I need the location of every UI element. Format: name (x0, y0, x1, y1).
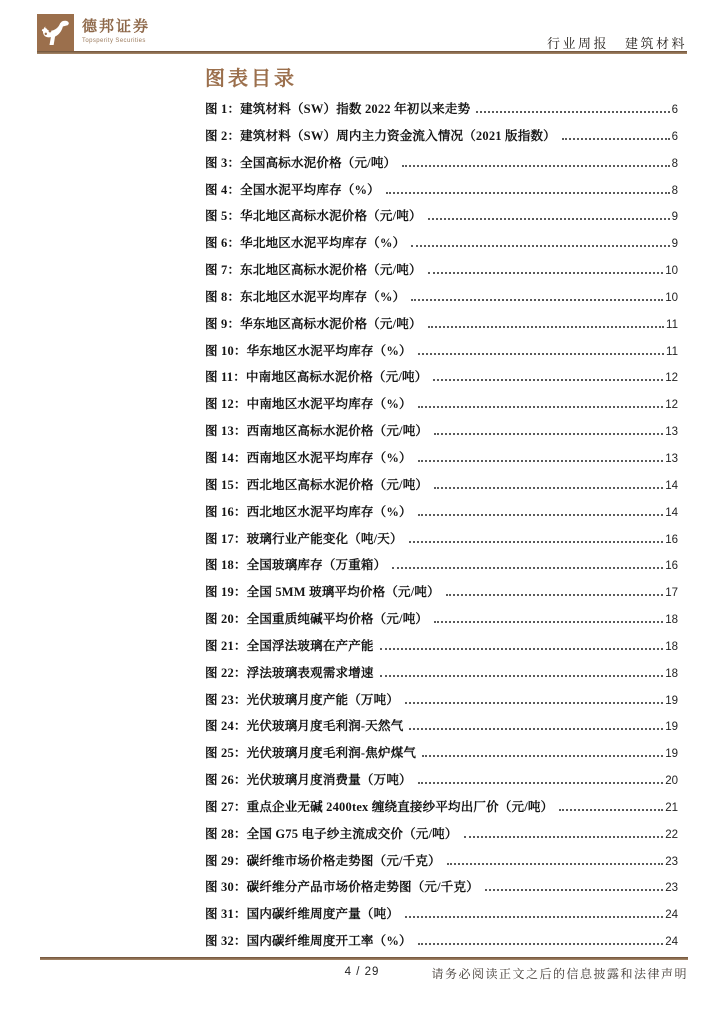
toc-item[interactable] (205, 690, 678, 717)
toc-item[interactable] (205, 314, 678, 341)
toc-item[interactable] (205, 341, 678, 368)
toc-dot-leader (380, 648, 664, 650)
toc-page-number: 19 (665, 694, 678, 707)
toc-dot-leader (405, 702, 663, 704)
toc-item[interactable] (205, 636, 678, 663)
toc-item-label: 图 28：全国 G75 电子纱主流成交价（元/吨） (205, 826, 458, 841)
brand-name: 德邦证券 (82, 18, 151, 35)
toc-page-number: 9 (671, 211, 678, 224)
toc-page-number: 10 (665, 265, 678, 278)
footer-page-number: 4 / 29 (344, 966, 380, 978)
toc-dot-leader (562, 138, 670, 140)
toc-dot-leader (476, 111, 669, 113)
toc-item-label: 图 13：西南地区高标水泥价格（元/吨） (205, 424, 429, 439)
toc-dot-leader (428, 272, 664, 274)
toc-dot-leader (409, 541, 664, 543)
toc-item[interactable] (205, 663, 678, 690)
toc-item[interactable] (205, 582, 678, 609)
page-title: 图表目录 (205, 68, 297, 90)
toc-dot-leader (434, 487, 663, 489)
toc-item[interactable] (205, 743, 678, 770)
toc-dot-leader (428, 218, 670, 220)
toc-item[interactable] (205, 394, 678, 421)
toc-item[interactable] (205, 421, 678, 448)
footer-divider (40, 957, 688, 960)
toc-dot-leader (405, 916, 663, 918)
toc-item-label: 图 3：全国高标水泥价格（元/吨） (205, 155, 397, 170)
toc-item-label: 图 18：全国玻璃库存（万重箱） (205, 558, 387, 573)
toc-dot-leader (428, 326, 664, 328)
toc-page-number: 11 (666, 318, 678, 331)
toc-page-number: 17 (665, 587, 678, 600)
toc-page-number: 18 (665, 640, 678, 653)
toc-item-label: 图 1：建筑材料（SW）指数 2022 年初以来走势 (205, 102, 471, 116)
toc-item-label: 图 24：光伏玻璃月度毛利润-天然气 (205, 719, 404, 734)
toc-page-number: 16 (665, 533, 678, 546)
toc-dot-leader (433, 379, 663, 381)
toc-item-label: 图 12：中南地区水泥平均库存（%） (205, 397, 412, 412)
toc-page-number: 6 (671, 104, 678, 116)
toc-item-label: 图 19：全国 5MM 玻璃平均价格（元/吨） (205, 585, 440, 600)
toc-item-label: 图 32：国内碳纤维周度开工率（%） (205, 934, 412, 949)
toc-item-label: 图 2：建筑材料（SW）周内主力资金流入情况（2021 版指数） (205, 128, 556, 143)
toc-page-number: 19 (665, 748, 678, 761)
toc-page-number: 8 (671, 157, 678, 170)
brand-tagline: Topsperity Securities (82, 37, 146, 44)
toc-item[interactable] (205, 180, 678, 207)
toc-item-label: 图 26：光伏玻璃月度消费量（万吨） (205, 773, 412, 788)
toc-page-number: 24 (665, 936, 678, 949)
toc-dot-leader (402, 165, 669, 167)
toc-page-number: 22 (665, 828, 678, 841)
toc-item[interactable] (205, 931, 678, 958)
toc-item-label: 图 9：华东地区高标水泥价格（元/吨） (205, 316, 422, 331)
industry-label: 建筑材料 (624, 36, 687, 51)
toc-page-number: 21 (665, 801, 678, 814)
toc-page-number: 13 (665, 426, 678, 439)
brand-logo (37, 14, 150, 51)
header-divider (37, 51, 687, 54)
toc-item-label: 图 7：东北地区高标水泥价格（元/吨） (205, 263, 422, 278)
toc-item[interactable] (205, 609, 678, 636)
toc-dot-leader (411, 245, 669, 247)
toc-item[interactable] (205, 475, 678, 502)
toc-dot-leader (418, 514, 663, 516)
toc-page-number: 16 (665, 560, 678, 573)
toc-item[interactable] (205, 287, 678, 314)
toc-item[interactable] (205, 99, 678, 126)
toc-item-label: 图 23：光伏玻璃月度产能（万吨） (205, 692, 400, 707)
toc-dot-leader (418, 353, 664, 355)
toc-item-label: 图 17：玻璃行业产能变化（吨/天） (205, 531, 403, 546)
toc-dot-leader (422, 755, 663, 757)
toc-item-label: 图 8：东北地区水泥平均库存（%） (205, 289, 406, 304)
toc-item[interactable] (205, 529, 678, 556)
toc-item-label: 图 10：华东地区水泥平均库存（%） (205, 343, 412, 358)
toc-item[interactable] (205, 448, 678, 475)
toc-item[interactable] (205, 851, 678, 878)
toc-item-label: 图 15：西北地区高标水泥价格（元/吨） (205, 477, 429, 492)
toc-page-number: 19 (665, 721, 678, 734)
toc-dot-leader (434, 621, 663, 623)
report-type-label: 行业周报 (546, 36, 609, 51)
toc-item-label: 图 30：碳纤维分产品市场价格走势图（元/千克） (205, 880, 479, 895)
toc-item-label: 图 25：光伏玻璃月度毛利润-焦炉煤气 (205, 746, 417, 761)
toc-dot-leader (559, 809, 663, 811)
toc-page-number: 9 (671, 238, 678, 251)
toc-dot-leader (434, 433, 663, 435)
toc-dot-leader (418, 782, 663, 784)
toc-dot-leader (447, 863, 663, 865)
toc-item[interactable] (205, 716, 678, 743)
leopard-logo-icon (37, 14, 74, 51)
toc-page-number: 14 (665, 506, 678, 519)
toc-item-label: 图 11：中南地区高标水泥价格（元/吨） (205, 370, 428, 385)
toc-dot-leader (464, 836, 664, 838)
toc-dot-leader (392, 567, 663, 569)
toc-page-number: 6 (671, 130, 678, 143)
toc-item[interactable] (205, 233, 678, 260)
toc-page-number: 18 (665, 614, 678, 627)
toc-dot-leader (485, 889, 663, 891)
toc-dot-leader (380, 675, 664, 677)
toc-item[interactable] (205, 797, 678, 824)
toc-item[interactable] (205, 770, 678, 797)
toc-page-number: 20 (665, 775, 678, 788)
toc-item-label: 图 14：西南地区水泥平均库存（%） (205, 450, 412, 465)
toc-item[interactable] (205, 824, 678, 851)
toc-item[interactable] (205, 904, 678, 931)
toc-item-label: 图 16：西北地区水泥平均库存（%） (205, 504, 412, 519)
toc-item-label: 图 22：浮法玻璃表观需求增速 (205, 665, 374, 680)
toc-item[interactable] (205, 206, 678, 233)
toc-item-label: 图 21：全国浮法玻璃在产产能 (205, 638, 374, 653)
toc-page-number: 10 (665, 291, 678, 304)
toc-item[interactable] (205, 153, 678, 180)
toc-item-label: 图 6：华北地区水泥平均库存（%） (205, 236, 406, 251)
toc-page-number: 13 (665, 452, 678, 465)
toc-item-label: 图 4：全国水泥平均库存（%） (205, 182, 380, 197)
toc-item[interactable] (205, 260, 678, 287)
toc-page-number: 18 (665, 667, 678, 680)
toc-item[interactable] (205, 502, 678, 529)
footer-disclaimer: 请务必阅读正文之后的信息披露和法律声明 (431, 967, 688, 981)
toc-dot-leader (418, 943, 663, 945)
toc-page-number: 12 (665, 372, 678, 385)
toc-page-number: 24 (665, 909, 678, 922)
toc-item-label: 图 29：碳纤维市场价格走势图（元/千克） (205, 853, 441, 868)
toc-page-number: 11 (666, 345, 678, 358)
toc-item[interactable] (205, 555, 678, 582)
toc-page-number: 14 (665, 479, 678, 492)
toc-page-number: 23 (665, 882, 678, 895)
toc-item-label: 图 5：华北地区高标水泥价格（元/吨） (205, 209, 422, 224)
toc-dot-leader (418, 460, 663, 462)
toc-dot-leader (411, 299, 663, 301)
toc-item[interactable] (205, 877, 678, 904)
toc-item-label: 图 31：国内碳纤维周度产量（吨） (205, 907, 400, 922)
toc-page-number: 8 (671, 184, 678, 197)
toc-item-label: 图 27：重点企业无碱 2400tex 缠绕直接纱平均出厂价（元/吨） (205, 799, 554, 814)
toc-dot-leader (409, 728, 663, 730)
toc-dot-leader (418, 406, 663, 408)
toc-item[interactable] (205, 367, 678, 394)
toc-page-number: 12 (665, 399, 678, 412)
toc-item-label: 图 20：全国重质纯碱平均价格（元/吨） (205, 612, 429, 627)
toc-dot-leader (386, 192, 670, 194)
toc-page-number: 23 (665, 855, 678, 868)
header-meta (547, 33, 687, 52)
figure-toc-list (205, 99, 678, 958)
toc-dot-leader (446, 594, 663, 596)
toc-item[interactable] (205, 126, 678, 153)
brand-wordmark (82, 14, 150, 44)
